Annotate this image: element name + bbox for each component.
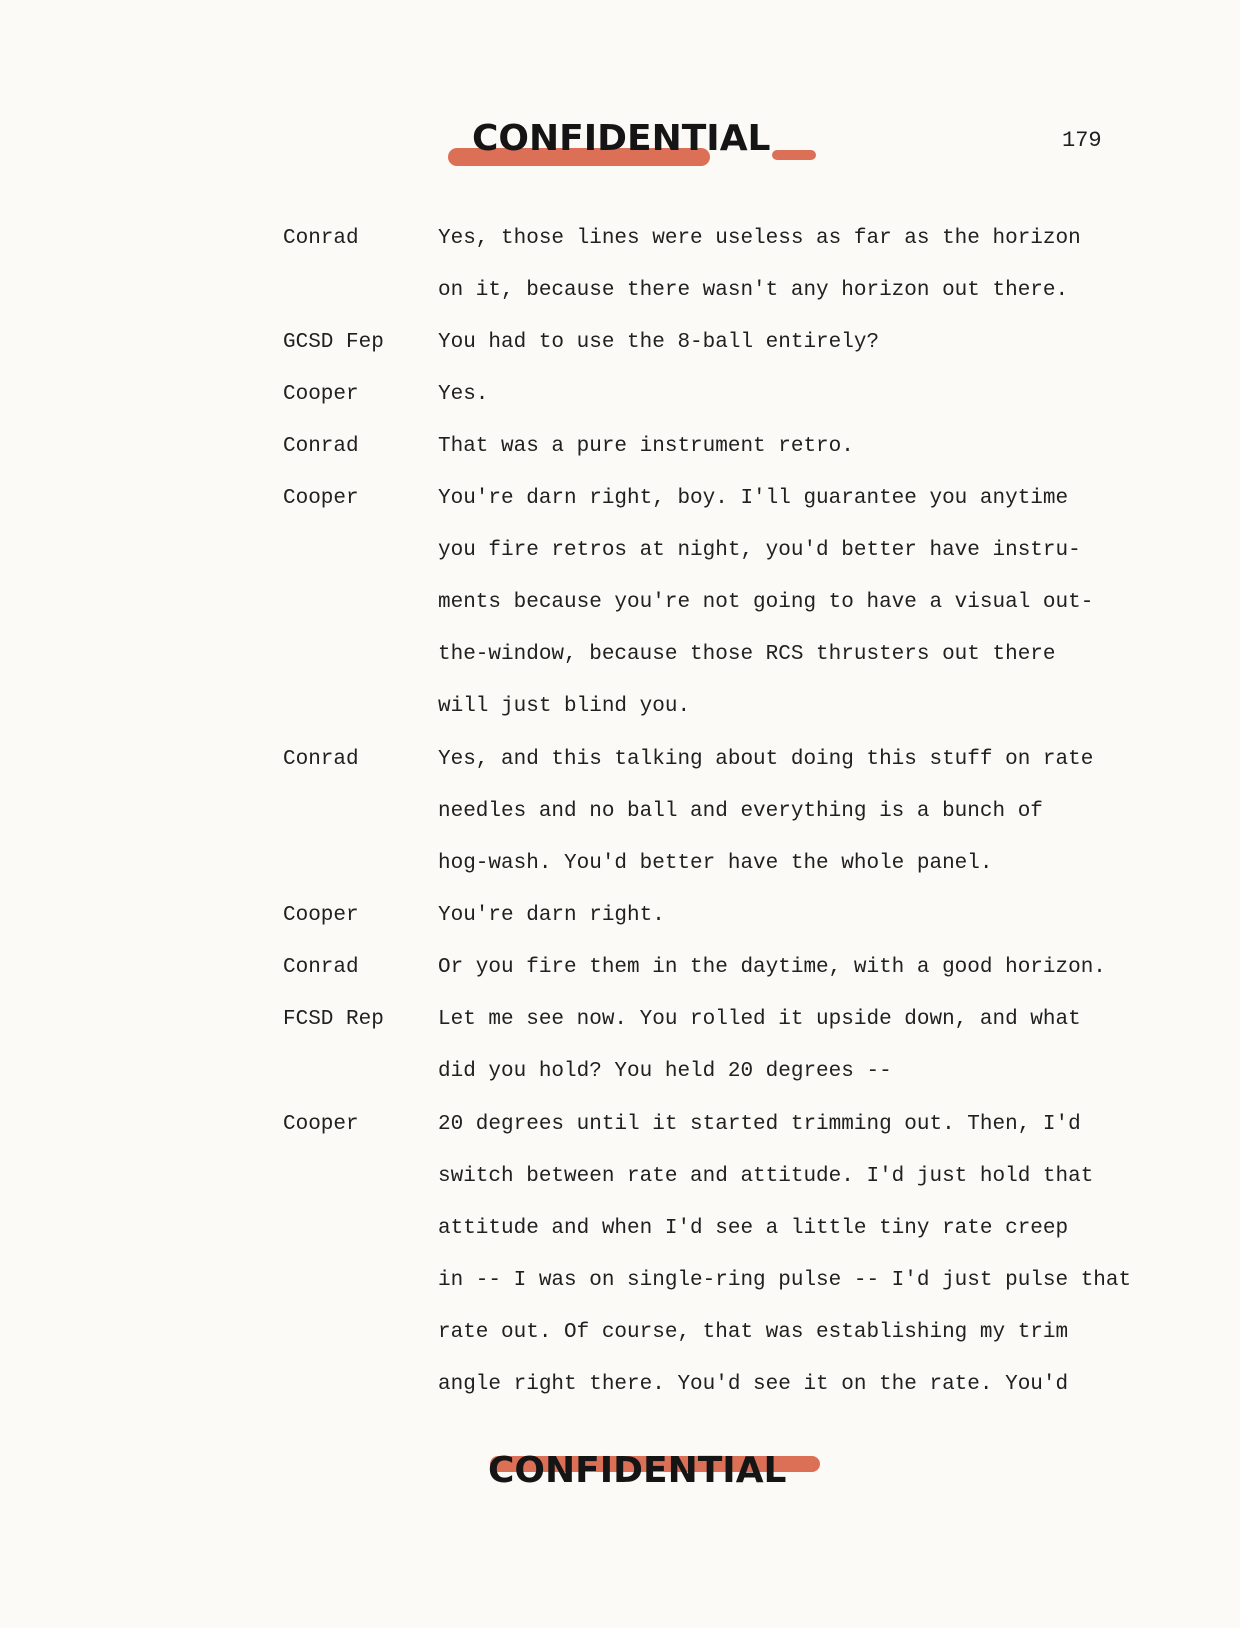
- dialogue-line: ments because you're not going to have a visual out-: [438, 591, 1094, 614]
- speaker-name: Conrad: [283, 748, 359, 771]
- dialogue-line: rate out. Of course, that was establishing my trim: [438, 1321, 1069, 1344]
- dialogue-line: in -- I was on single-ring pulse -- I'd just pulse that: [438, 1269, 1132, 1292]
- dialogue-line: attitude and when I'd see a little tiny rate creep: [438, 1217, 1069, 1240]
- confidential-stamp-bottom: CONFIDENTIAL: [488, 1450, 787, 1491]
- speaker-name: Cooper: [283, 487, 359, 510]
- dialogue-line: on it, because there wasn't any horizon out there.: [438, 279, 1069, 302]
- dialogue-line: hog-wash. You'd better have the whole panel.: [438, 852, 993, 875]
- dialogue-line: needles and no ball and everything is a bunch of: [438, 800, 1043, 823]
- speaker-name: Cooper: [283, 904, 359, 927]
- dialogue-line: That was a pure instrument retro.: [438, 435, 854, 458]
- dialogue-line: 20 degrees until it started trimming out. Then, I'd: [438, 1113, 1081, 1136]
- dialogue-line: You had to use the 8-ball entirely?: [438, 331, 880, 354]
- dialogue-line: you fire retros at night, you'd better have instru-: [438, 539, 1081, 562]
- speaker-name: Conrad: [283, 227, 359, 250]
- speaker-name: FCSD Rep: [283, 1008, 384, 1031]
- speaker-name: GCSD Fep: [283, 331, 384, 354]
- dialogue-line: the-window, because those RCS thrusters out there: [438, 643, 1056, 666]
- dialogue-line: Yes, those lines were useless as far as the horizon: [438, 227, 1081, 250]
- confidential-stamp-top: CONFIDENTIAL: [472, 118, 771, 159]
- dialogue-line: Yes, and this talking about doing this stuff on rate: [438, 748, 1094, 771]
- dialogue-line: did you hold? You held 20 degrees --: [438, 1060, 892, 1083]
- dialogue-line: Or you fire them in the daytime, with a good horizon.: [438, 956, 1106, 979]
- dialogue-line: will just blind you.: [438, 695, 691, 718]
- dialogue-line: You're darn right, boy. I'll guarantee you anytime: [438, 487, 1069, 510]
- dialogue-line: Yes.: [438, 383, 489, 406]
- page-number: 179: [1062, 128, 1102, 153]
- speaker-name: Conrad: [283, 435, 359, 458]
- dialogue-line: angle right there. You'd see it on the rate. You'd: [438, 1373, 1069, 1396]
- speaker-name: Cooper: [283, 1113, 359, 1136]
- speaker-name: Cooper: [283, 383, 359, 406]
- dialogue-line: switch between rate and attitude. I'd just hold that: [438, 1165, 1094, 1188]
- speaker-name: Conrad: [283, 956, 359, 979]
- dialogue-line: Let me see now. You rolled it upside down, and what: [438, 1008, 1081, 1031]
- dialogue-line: You're darn right.: [438, 904, 665, 927]
